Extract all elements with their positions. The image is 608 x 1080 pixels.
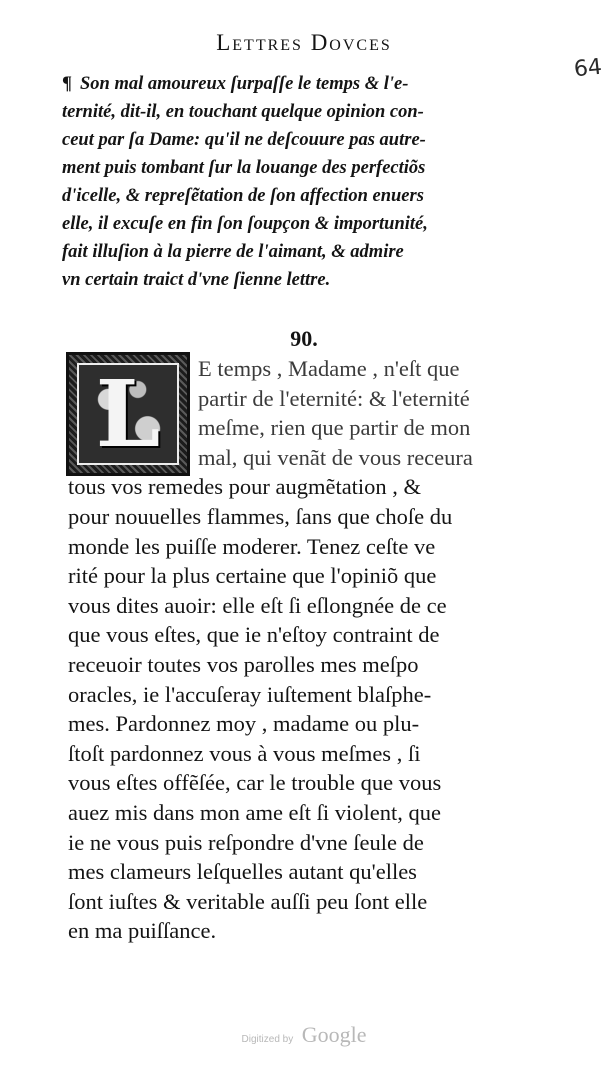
- body-line: ſtoſt pardonnez vous à vous meſmes , ſi: [68, 740, 421, 766]
- body-line: rité pour la plus certaine que l'opiniõ que: [68, 563, 437, 589]
- body-line: partir de l'eternité: & l'eternité: [198, 385, 470, 411]
- summary-line: fait illuſion à la pierre de l'aimant, & admire: [62, 242, 404, 262]
- body-line: auez mis dans mon ame eſt ſi violent, que: [68, 799, 442, 825]
- watermark-brand: Google: [301, 1022, 367, 1047]
- summary-line: ternité, dit-il, en touchant quelque opinion con-: [62, 102, 424, 122]
- letter-body: [68, 354, 556, 946]
- body-line: ſont iuſtes & veritable auſſi peu ſont elle: [68, 888, 428, 914]
- body-line: monde les puiſſe moderer. Tenez ceſte ve: [68, 533, 436, 559]
- body-line: vous eſtes offẽſée, car le trouble que vous: [68, 770, 442, 796]
- letter-summary: [62, 70, 562, 294]
- body-line: pour nouuelles flammes, ſans que choſe du: [68, 503, 453, 529]
- body-line: que vous eſtes, que ie n'eſtoy contraint de: [68, 622, 440, 648]
- digitization-watermark: [0, 1022, 608, 1048]
- summary-line: vn certain traict d'vne ſienne lettre.: [62, 270, 331, 290]
- body-line: en ma puiſſance.: [68, 918, 217, 944]
- summary-line: ment puis tombant ſur la louange des perfectiõs: [62, 158, 426, 178]
- summary-line: ceut par ſa Dame: qu'il ne deſcouure pas autre-: [62, 130, 426, 150]
- body-line: E temps , Madame , n'eſt que: [198, 356, 460, 381]
- body-line: tous vos remedes pour augmẽtation , &: [68, 474, 422, 500]
- pilcrow-mark: ¶: [62, 74, 72, 94]
- body-line: mes. Pardonnez moy , madame ou plu-: [68, 711, 420, 737]
- summary-line: d'icelle, & repreſẽtation de ſon affection enuers: [62, 186, 424, 206]
- body-line: vous dites auoir: elle eſt ſi eſlongnée de ce: [68, 592, 447, 618]
- body-line: mes clameurs leſquelles autant qu'elles: [68, 859, 417, 885]
- body-line: receuoir toutes vos parolles mes meſpo: [68, 651, 419, 677]
- body-line: meſme, rien que partir de mon: [198, 415, 471, 441]
- summary-line: elle, il excuſe en fin ſon ſoupçon & importunité,: [62, 214, 428, 234]
- watermark-prefix: Digitized by: [241, 1034, 294, 1045]
- running-title: Lettres Dovces: [216, 30, 392, 55]
- body-line: ie ne vous puis reſpondre d'vne ſeule de: [68, 829, 424, 855]
- drop-cap-letter: L: [95, 360, 161, 468]
- handwritten-page-number: 64: [572, 54, 604, 83]
- letter-number: 90.: [290, 326, 318, 351]
- body-line: oracles, ie l'accuſeray iuſtement blaſphe-: [68, 681, 432, 707]
- body-line: mal, qui venãt de vous receura: [198, 444, 473, 470]
- summary-line: ¶ Son mal amoureux ſurpaſſe le temps & l'e-: [62, 70, 562, 98]
